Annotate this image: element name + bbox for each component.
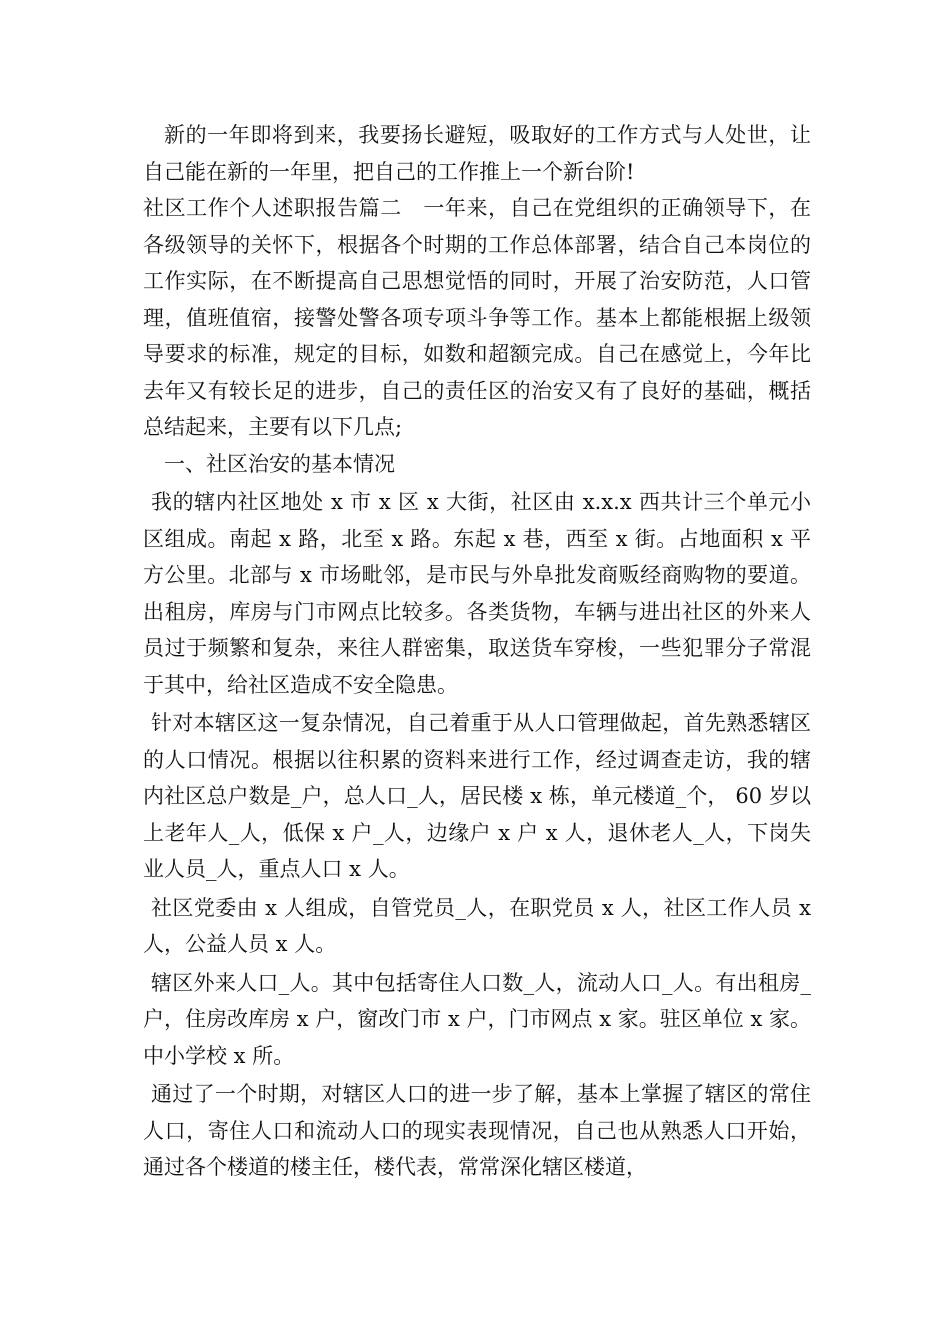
paragraph-community-location: 我的辖内社区地处 x 市 x 区 x 大街，社区由 x.x.x 西共计三个单元小区组成。南起 x 路，北至 x 路。东起 x 巷，西至 x 街。占地面积 x 平方公里。北部与 x 市场毗邻，是市民与外阜批发商贩经商购物的要道。出租房，库房与门市网点比较多。各类货物，车辆与进出社区的外来人员过于频繁和复杂，来往人群密集，取送货车穿梭，一些犯罪分子常混于其中，给社区造成不安全隐患。 [143,490,811,697]
paragraph-external-population: 辖区外来人口_人。其中包括寄住人口数_人，流动人口_人。有出租房_户，住房改库房 x 户，窗改门市 x 户，门市网点 x 家。驻区单位 x 家。中小学校 x 所。 [143,970,811,1068]
section-heading-basic-situation: 一、社区治安的基本情况 [164,451,395,476]
document-body [143,117,811,1186]
paragraph-progress: 通过了一个时期，对辖区人口的进一步了解，基本上掌握了辖区的常住人口，寄住人口和流动人口的现实表现情况，自己也从熟悉人口开始，通过各个楼道的楼主任，楼代表，常常深化辖区楼道， [143,1082,811,1179]
paragraph-report-intro: 社区工作个人述职报告篇二 一年来，自己在党组织的正确领导下，在各级领导的关怀下，根据各个时期的工作总体部署，结合自己本岗位的工作实际，在不断提高自己思想觉悟的同时，开展了治安防范，人口管理，值班值宿，接警处警各项专项斗争等工作。基本上都能根据上级领导要求的标准，规定的目标，如数和超额完成。自己在感觉上，今年比去年又有较长足的进步，自己的责任区的治安又有了良好的基础，概括总结起来，主要有以下几点; [143,196,811,439]
paragraph-population-management: 针对本辖区这一复杂情况，自己着重于从人口管理做起，首先熟悉辖区的人口情况。根据以往积累的资料来进行工作，经过调查走访，我的辖内社区总户数是_户，总人口_人，居民楼 x 栋，单元楼道_个， 60 岁以上老年人_人，低保 x 户_人，边缘户 x 户 x 人，退休老人_人，下岗失业人员_人，重点人口 x 人。 [143,711,811,881]
paragraph-new-year: 新的一年即将到来，我要扬长避短，吸取好的工作方式与人处世，让自己能在新的一年里，把自己的工作推上一个新台阶! [143,123,811,184]
paragraph-party-committee: 社区党委由 x 人组成，自管党员_人，在职党员 x 人，社区工作人员 x 人，公益人员 x 人。 [143,895,811,956]
